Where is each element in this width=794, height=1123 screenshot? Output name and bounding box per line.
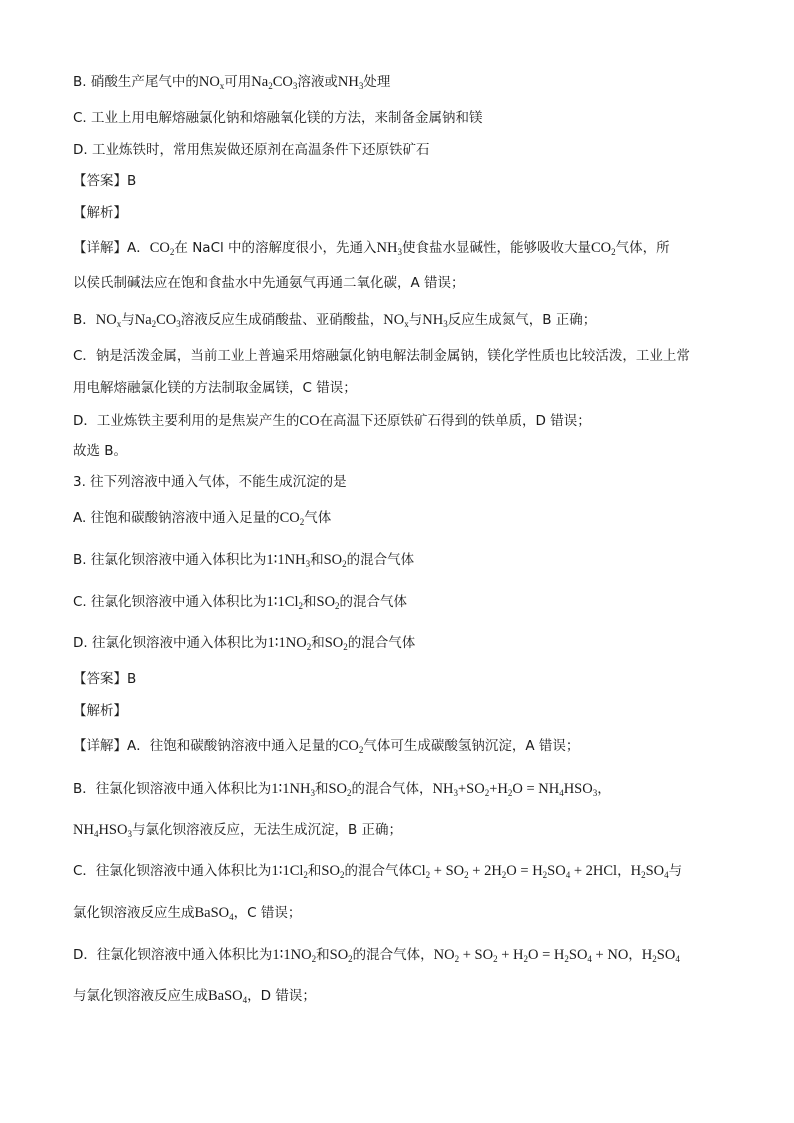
q3-detail-a: 【详解】A．往饱和碳酸钠溶液中通入足量的$CO_2$气体可生成碳酸氢钠沉淀，A 错误； <box>73 738 580 755</box>
q2-detail-a-line2: 以侯氏制碱法应在饱和食盐水中先通氨气再通二氧化碳，A 错误； <box>73 275 465 291</box>
q3-detail-d-line2: 与氯化钡溶液反应生成BaSO$_4$，D 错误； <box>73 988 316 1005</box>
q3-option-c: C. 往氯化钡溶液中通入体积比为$1∶1Cl_2$和$SO_2$的混合气体 <box>73 594 408 611</box>
q3-detail-b-line1: B．往氯化钡溶液中通入体积比为$1∶1NH_3$和$SO_2$的混合气体，$NH_3+SO_2+H_2O = NH_4HSO_3$， <box>73 781 611 798</box>
q2-detail-a-line1: 【详解】A．$CO_2$在 NaCl 中的溶解度很小，先通入$NH_3$使食盐水显碱性，能够吸收大量$CO_2$气体，所 <box>73 240 670 257</box>
q3-detail-c-line2: 氯化钡溶液反应生成BaSO$_4$，C 错误； <box>73 905 302 922</box>
q2-option-d: D. 工业炼铁时，常用焦炭做还原剂在高温条件下还原铁矿石 <box>73 142 430 158</box>
q2-detail-c-line2: 用电解熔融氯化镁的方法制取金属镁，C 错误； <box>73 380 357 396</box>
q3-detail-d-line1: D．往氯化钡溶液中通入体积比为$1∶1NO_2$和$SO_2$的混合气体，$NO_2 + SO_2 + H_2O = H_2SO_4$ + NO，$H_2SO_4$ <box>73 947 680 964</box>
q2-answer: 【答案】B <box>73 173 137 189</box>
q3-option-a: A. 往饱和碳酸钠溶液中通入足量的$CO_2$气体 <box>73 510 332 527</box>
q2-conclusion: 故选 B。 <box>73 443 128 459</box>
q2-detail-d: D．工业炼铁主要利用的是焦炭产生的CO在高温下还原铁矿石得到的铁单质，D 错误； <box>73 413 591 429</box>
q2-option-b: B. 硝酸生产尾气中的$NO_x$可用$Na_2CO_3$溶液或$NH_3$处理 <box>73 74 391 91</box>
q2-analysis-heading: 【解析】 <box>73 205 127 221</box>
q2-detail-c-line1: C．钠是活泼金属，当前工业上普遍采用熔融氯化钠电解法制金属钠，镁化学性质也比较活泼，工业上常 <box>73 348 690 364</box>
q3-stem: 3. 往下列溶液中通入气体，不能生成沉淀的是 <box>73 474 347 490</box>
q2-option-c: C. 工业上用电解熔融氯化钠和熔融氧化镁的方法，来制备金属钠和镁 <box>73 110 483 126</box>
q2-detail-b: B．$NO_x$与$Na_2CO_3$溶液反应生成硝酸盐、亚硝酸盐，$NO_x$与$NH_3$反应生成氮气，B 正确； <box>73 312 597 329</box>
q3-detail-c-line1: C．往氯化钡溶液中通入体积比为$1∶1Cl_2$和$SO_2$的混合气体$Cl_2 + SO_2 + 2H_2O = H_2SO_4 + 2HCl$，$H_2SO_4$与 <box>73 863 683 880</box>
q3-detail-b-line2: $NH_4HSO_3$与氯化钡溶液反应，无法生成沉淀，B 正确； <box>73 822 403 839</box>
q3-option-b: B. 往氯化钡溶液中通入体积比为$1∶1NH_3$和$SO_2$的混合气体 <box>73 552 415 569</box>
q3-option-d: D. 往氯化钡溶液中通入体积比为$1∶1NO_2$和$SO_2$的混合气体 <box>73 635 416 652</box>
q3-answer: 【答案】B <box>73 671 137 687</box>
q3-analysis-heading: 【解析】 <box>73 703 127 719</box>
